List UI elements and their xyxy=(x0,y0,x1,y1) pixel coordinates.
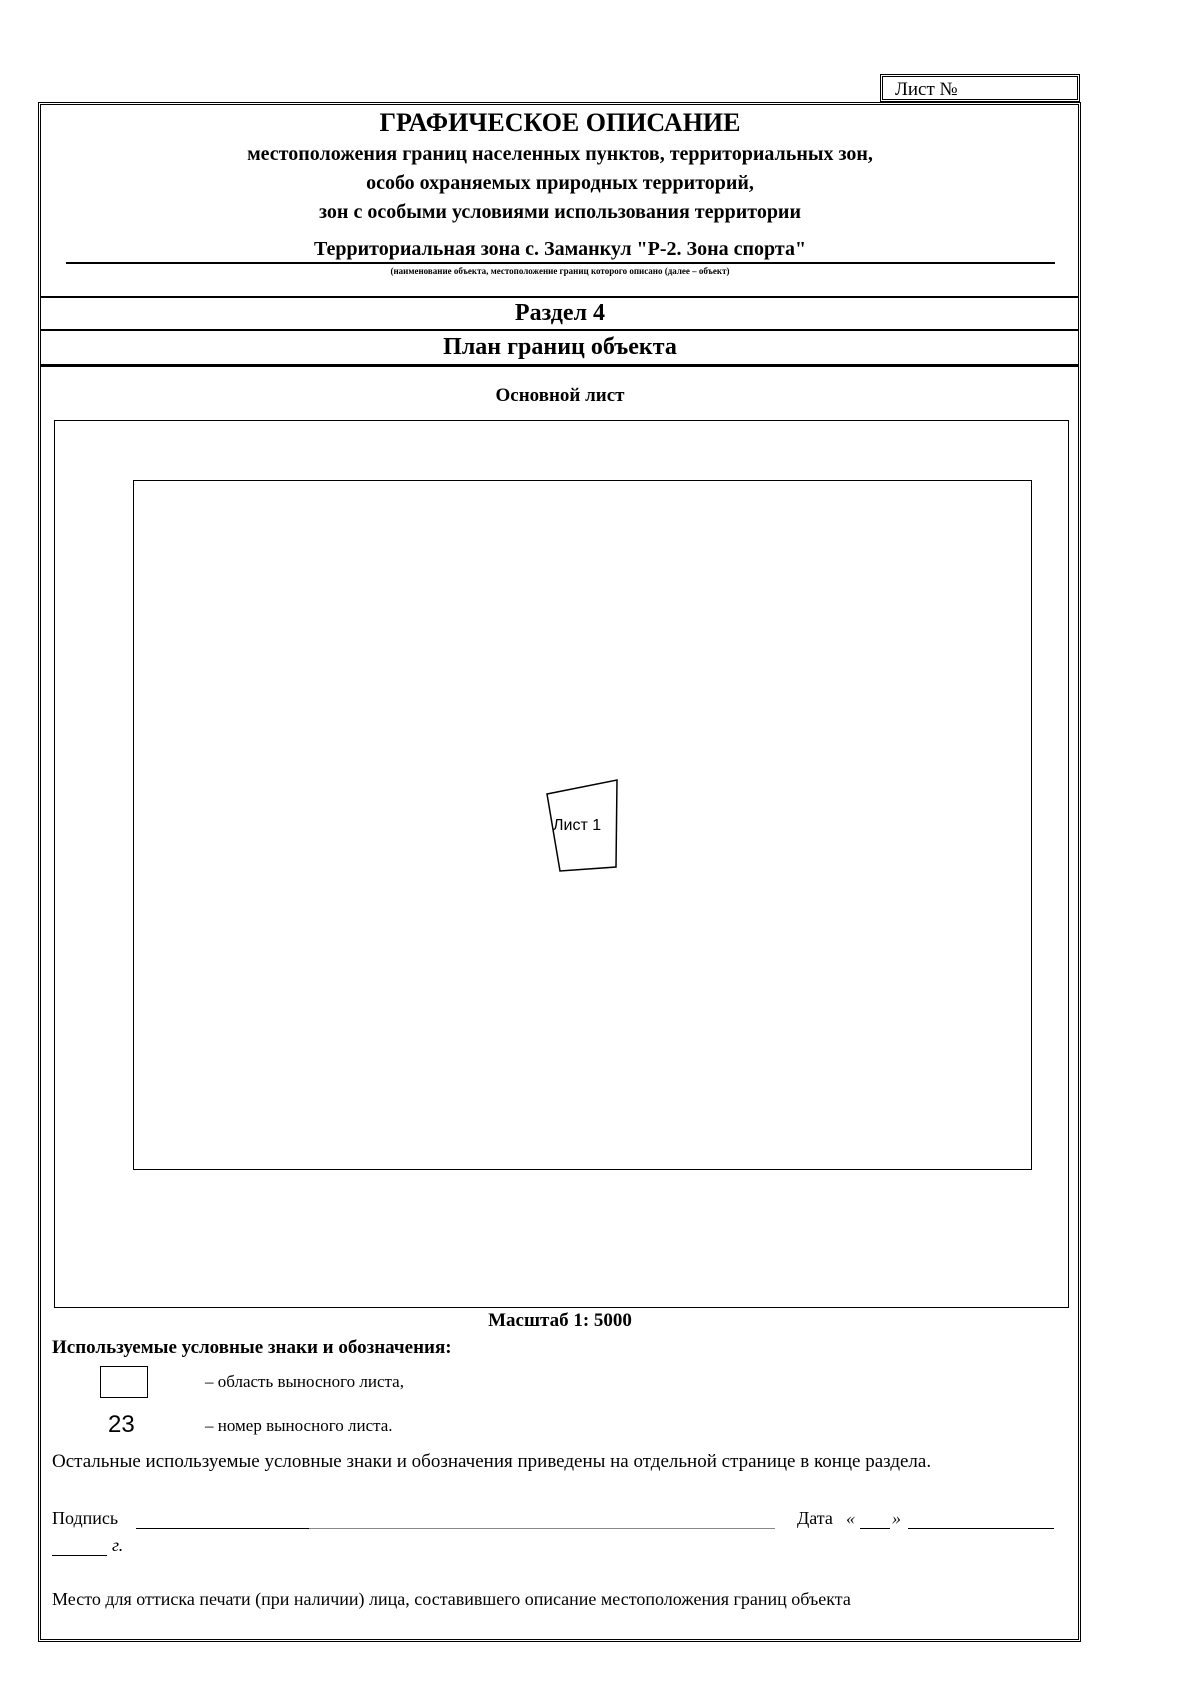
stamp-note: Место для оттиска печати (при наличии) лица, составившего описание местоположения границ объекта xyxy=(52,1589,851,1609)
date-quote-open: « xyxy=(846,1508,855,1528)
date-year-line xyxy=(52,1555,107,1556)
signature-line xyxy=(136,1528,309,1529)
date-month-line xyxy=(908,1528,1054,1529)
year-suffix: г. xyxy=(112,1535,124,1555)
legend-heading: Используемые условные знаки и обозначения: xyxy=(52,1337,452,1358)
main-sheet-label: Основной лист xyxy=(495,385,625,406)
date-quote-close: » xyxy=(892,1508,901,1528)
object-name: Территориальная зона с. Заманкул "Р-2. Зона спорта" xyxy=(313,238,807,260)
section-name: План границ объекта xyxy=(443,334,677,360)
date-label: Дата xyxy=(797,1508,833,1528)
document-title: ГРАФИЧЕСКОЕ ОПИСАНИЕ xyxy=(379,108,741,137)
legend-area-symbol xyxy=(100,1366,148,1398)
subtitle-line-3: зон с особыми условиями использования территории xyxy=(319,201,801,223)
object-caption: (наименование объекта, местоположение границ которого описано (далее – объект) xyxy=(390,266,730,276)
sheet-number-label: Лист № xyxy=(895,79,958,100)
section-number: Раздел 4 xyxy=(514,300,606,326)
scale-label: Масштаб 1: 5000 xyxy=(488,1310,632,1331)
other-signs-note: Остальные используемые условные знаки и обозначения приведены на отдельной странице в конце раздела. xyxy=(52,1451,932,1472)
sheet-1-label: Лист 1 xyxy=(553,817,602,834)
legend-number-sample: 23 xyxy=(108,1411,135,1438)
subtitle-line-2: особо охраняемых природных территорий, xyxy=(366,172,754,194)
date-day-line xyxy=(860,1528,890,1529)
signature-label: Подпись xyxy=(52,1508,119,1528)
subtitle-line-1: местоположения границ населенных пунктов, территориальных зон, xyxy=(247,143,873,165)
legend-area-desc: – область выносного листа, xyxy=(205,1372,404,1391)
legend-number-desc: – номер выносного листа. xyxy=(205,1416,393,1435)
signature-line-ext xyxy=(309,1528,775,1529)
